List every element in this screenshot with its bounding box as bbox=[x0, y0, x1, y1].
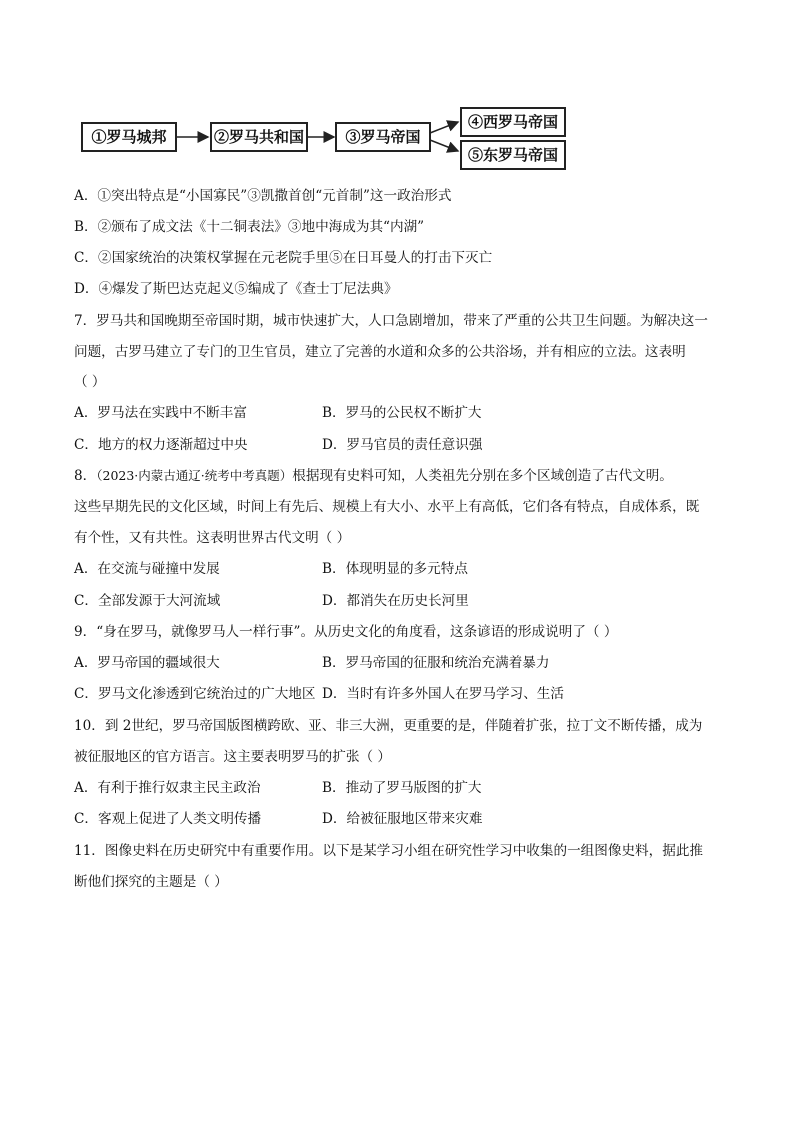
box-roman-empire: ③罗马帝国 bbox=[335, 122, 431, 152]
q7-stem-line-1: 7．罗马共和国晚期至帝国时期，城市快速扩大，人口急剧增加，带来了严重的公共卫生问题。为解决这一 bbox=[74, 313, 708, 329]
q8-stem-line-3: 有个性，又有共性。这表明世界古代文明（ ） bbox=[74, 530, 351, 546]
q7-option-a: A．罗马法在实践中不断丰富 bbox=[74, 405, 247, 421]
q10-option-d: D．给被征服地区带来灾难 bbox=[322, 811, 483, 827]
q8-option-d: D．都消失在历史长河里 bbox=[322, 593, 469, 609]
q10-stem-line-1: 10．到 2世纪，罗马帝国版图横跨欧、亚、非三大洲，更重要的是，伴随着扩张，拉丁文不断传播，成为 bbox=[74, 718, 703, 734]
q10-stem-line-2: 被征服地区的官方语言。这主要表明罗马的扩张（ ） bbox=[74, 749, 391, 765]
arrow-3-to-4 bbox=[430, 122, 458, 133]
arrow-3-to-5 bbox=[430, 140, 458, 151]
q6-option-c: C．②国家统治的决策权掌握在元老院手里⑤在日耳曼人的打击下灭亡 bbox=[74, 250, 493, 266]
q8-option-a: A．在交流与碰撞中发展 bbox=[74, 561, 220, 577]
q8-number: 8． bbox=[74, 468, 97, 484]
q8-stem-line-1-text: 根据现有史料可知，人类祖先分别在多个区域创造了古代文明。 bbox=[292, 468, 673, 484]
q9-option-a: A．罗马帝国的疆域很大 bbox=[74, 655, 220, 671]
q11-stem-line-1: 11．图像史料在历史研究中有重要作用。以下是某学习小组在研究性学习中收集的一组图像史料，据此推 bbox=[74, 843, 704, 859]
q8-option-b: B．体现明显的多元特点 bbox=[322, 561, 468, 577]
q6-option-d: D．④爆发了斯巴达克起义⑤编成了《查士丁尼法典》 bbox=[74, 281, 398, 297]
q11-stem-line-2: 断他们探究的主题是（ ） bbox=[74, 874, 228, 890]
box-roman-city-state: ①罗马城邦 bbox=[81, 122, 177, 152]
q8-stem-line-1 bbox=[74, 466, 673, 486]
q8-source: （2023·内蒙古通辽·统考中考真题） bbox=[96, 468, 293, 483]
q9-option-b: B．罗马帝国的征服和统治充满着暴力 bbox=[322, 655, 550, 671]
q7-stem-line-2: 问题，古罗马建立了专门的卫生官员，建立了完善的水道和众多的公共浴场，并有相应的立法。这表明 bbox=[74, 344, 686, 360]
q9-stem-line-1: 9．“身在罗马，就像罗马人一样行事”。从历史文化的角度看，这条谚语的形成说明了（ ） bbox=[74, 624, 618, 640]
q10-option-b: B．推动了罗马版图的扩大 bbox=[322, 780, 482, 796]
q8-stem-line-2: 这些早期先民的文化区域，时间上有先后、规模上有大小、水平上有高低，它们各有特点，自成体系，既 bbox=[74, 499, 700, 515]
q7-option-d: D．罗马官员的责任意识强 bbox=[322, 437, 483, 453]
box-western-roman-empire: ④西罗马帝国 bbox=[460, 107, 566, 137]
q10-option-c: C．客观上促进了人类文明传播 bbox=[74, 811, 262, 827]
q9-option-c: C．罗马文化渗透到它统治过的广大地区 bbox=[74, 686, 316, 702]
q9-option-d: D．当时有许多外国人在罗马学习、生活 bbox=[322, 686, 564, 702]
q10-option-a: A．有利于推行奴隶主民主政治 bbox=[74, 780, 261, 796]
q8-option-c: C．全部发源于大河流域 bbox=[74, 593, 221, 609]
q7-option-c: C．地方的权力逐渐超过中央 bbox=[74, 437, 248, 453]
rome-history-flow-diagram bbox=[0, 0, 794, 180]
diagram-arrows bbox=[0, 0, 794, 180]
box-eastern-roman-empire: ⑤东罗马帝国 bbox=[460, 140, 566, 170]
q6-option-a: A．①突出特点是“小国寡民”③凯撒首创“元首制”这一政治形式 bbox=[74, 188, 452, 204]
q6-option-b: B．②颁布了成文法《十二铜表法》③地中海成为其“内湖” bbox=[74, 219, 425, 235]
q7-option-b: B．罗马的公民权不断扩大 bbox=[322, 405, 482, 421]
q7-stem-line-3: （ ） bbox=[74, 374, 106, 390]
box-roman-republic: ②罗马共和国 bbox=[210, 122, 308, 152]
